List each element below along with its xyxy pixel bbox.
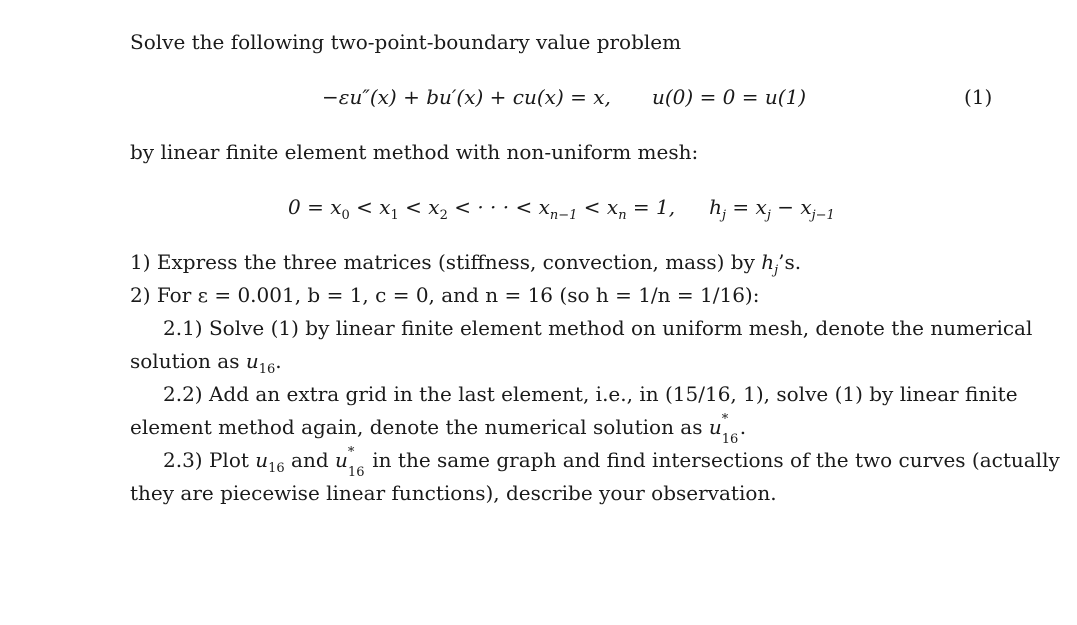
question-2-3-line-2: they are piecewise linear functions), describe your observation. <box>130 481 777 505</box>
mesh-part4: < · · · < x <box>447 195 550 219</box>
question-2-3-line-1b: and <box>284 448 336 472</box>
mesh-part6: = 1, <box>626 195 676 219</box>
mesh-sub-n-minus-1: n−1 <box>549 208 578 223</box>
mesh-minus: − x <box>770 195 812 219</box>
mesh-part3: < x <box>398 195 440 219</box>
mesh-h: h <box>709 195 723 219</box>
question-2-2-line-2b: . <box>739 415 747 439</box>
question-2: 2) For ε = 0.001, b = 1, c = 0, and n = 16 (so h = 1/n = 1/16): <box>130 283 760 307</box>
question-1 <box>130 250 802 278</box>
equation-1-expression: −εu″(x) + bu′(x) + cu(x) = x, <box>322 85 611 109</box>
mesh-part2: < x <box>349 195 391 219</box>
u16-sub: 16 <box>258 362 276 377</box>
mesh-sub-1: 1 <box>390 208 399 223</box>
question-1-text-a: 1) Express the three matrices (stiffness, convection, mass) by <box>130 250 762 274</box>
intro-text: Solve the following two-point-boundary value problem <box>130 30 682 54</box>
equation-1-bc: u(0) = 0 = u(1) <box>652 85 807 109</box>
question-1-text-b: ’s. <box>778 250 802 274</box>
equation-1-boundary-conditions <box>652 85 806 109</box>
question-2-1-line-2b: . <box>275 349 282 373</box>
mesh-sub-n: n <box>618 208 627 223</box>
question-2-1-line-2a: solution as <box>130 349 246 373</box>
u16-star-sub: 16 <box>721 432 739 447</box>
equation-1-lhs <box>322 85 611 109</box>
question-2-2-line-1: 2.2) Add an extra grid in the last element, i.e., in (15/16, 1), solve (1) by linear finite <box>163 382 1018 406</box>
mesh-sub-0: 0 <box>341 208 350 223</box>
question-2-3-line-1 <box>163 445 1060 480</box>
question-2-3-line-1a: 2.3) Plot <box>163 448 256 472</box>
question-2-2-line-2a: element method again, denote the numerical solution as <box>130 415 709 439</box>
plot-u16-sub: 16 <box>268 461 285 476</box>
u16-symbol: u <box>245 349 259 373</box>
mesh-part1: 0 = x <box>288 195 342 219</box>
mesh-h-sub-j: j <box>722 208 727 223</box>
question-2-3-line-1c: in the same graph and find intersections of the two curves (actually <box>365 448 1060 472</box>
plot-u16-star-sub: 16 <box>347 465 365 480</box>
plot-u16-star-symbol: u <box>335 448 348 472</box>
question-2-1-line-2 <box>130 349 282 377</box>
question-1-h: h <box>761 250 775 274</box>
mesh-x-sub-j-minus-1: j−1 <box>811 208 835 223</box>
question-2-1-line-1: 2.1) Solve (1) by linear finite element method on uniform mesh, denote the numerical <box>163 316 1033 340</box>
question-2-2-line-2 <box>130 412 747 447</box>
u16-star-symbol: u <box>708 415 722 439</box>
mesh-sub-2: 2 <box>439 208 448 223</box>
method-line: by linear finite element method with non-uniform mesh: <box>130 140 699 164</box>
u16-star-sup: * <box>721 412 729 427</box>
question-1-h-sub: j <box>774 263 779 278</box>
plot-u16-star-scripts <box>347 445 366 480</box>
mesh-equation <box>288 195 835 223</box>
mesh-x-sub-j: j <box>766 208 771 223</box>
plot-u16-symbol: u <box>255 448 269 472</box>
u16-star-scripts <box>721 412 740 447</box>
equation-1-number: (1) <box>964 85 993 109</box>
mesh-eq: = x <box>726 195 767 219</box>
mesh-part5: < x <box>577 195 619 219</box>
plot-u16-star-sup: * <box>347 445 355 460</box>
